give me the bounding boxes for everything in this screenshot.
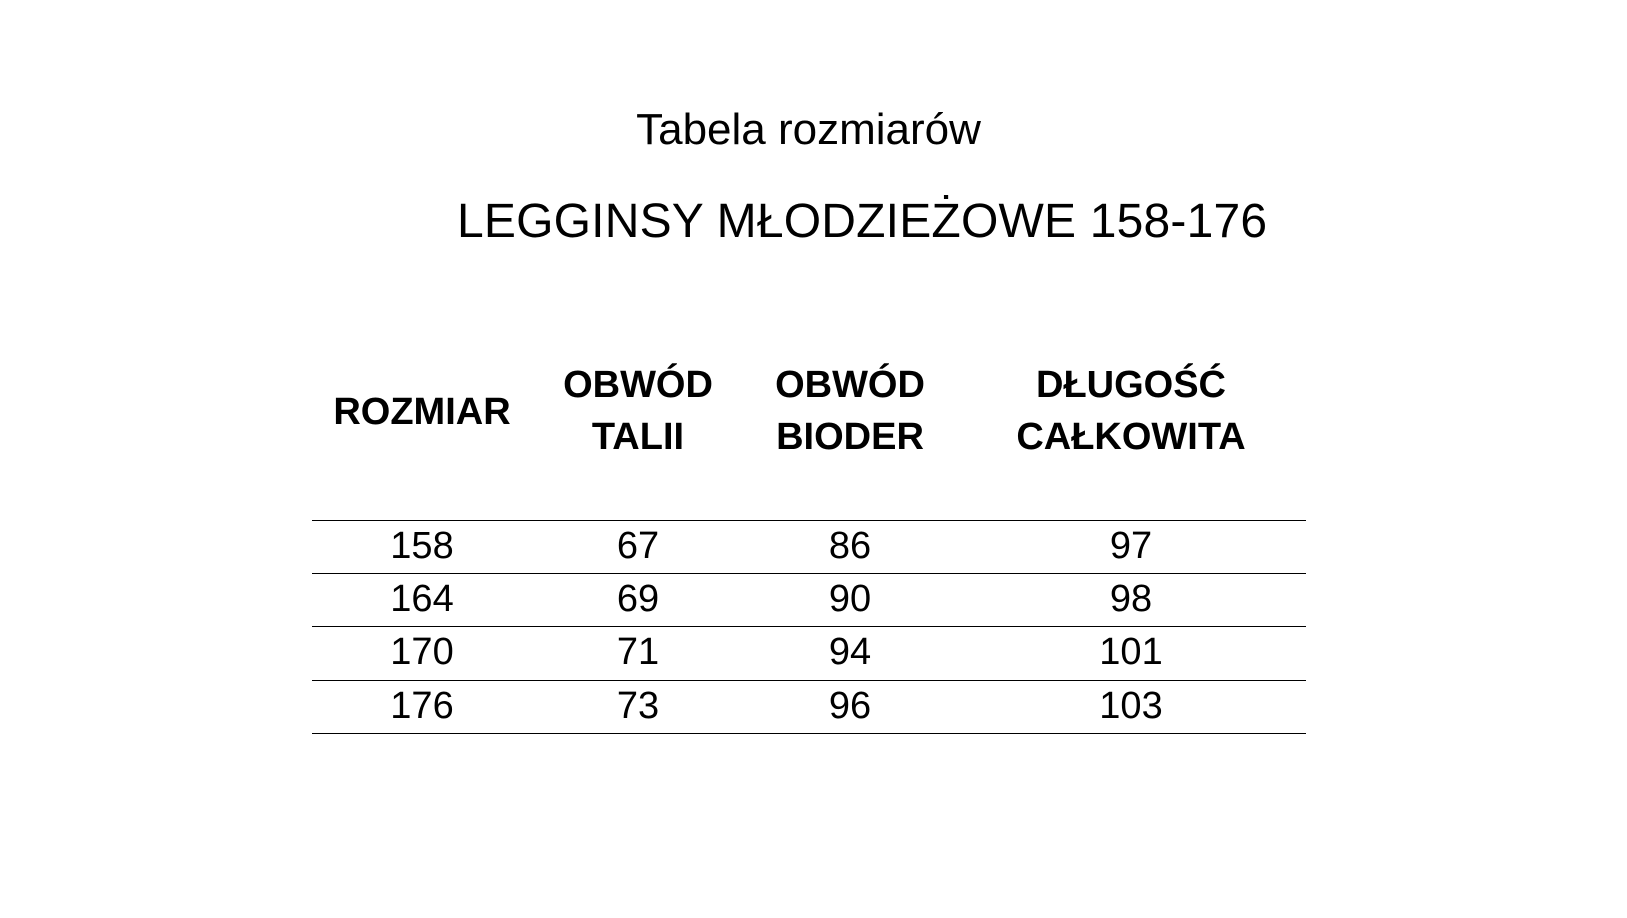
header-length-line-2: CAŁKOWITA — [1016, 416, 1246, 458]
header-waist-line-2: TALII — [591, 416, 685, 458]
table-row — [0, 680, 1627, 732]
cell-waist: 67 — [616, 525, 660, 567]
cell-hips: 90 — [828, 578, 872, 620]
header-length-line-1: DŁUGOŚĆ — [1036, 364, 1226, 406]
cell-length: 97 — [1109, 525, 1153, 567]
cell-hips: 96 — [828, 685, 872, 727]
cell-waist: 71 — [616, 631, 660, 673]
header-hips-line-2: BIODER — [776, 416, 924, 458]
cell-size: 158 — [390, 525, 454, 567]
header-size-line-1: ROZMIAR — [333, 391, 511, 433]
cell-size: 164 — [390, 578, 454, 620]
cell-size: 170 — [390, 631, 454, 673]
header-size — [312, 386, 532, 438]
header-hips — [744, 359, 956, 463]
cell-size: 176 — [390, 685, 454, 727]
cell-waist: 73 — [616, 685, 660, 727]
table-row — [0, 626, 1627, 678]
table-row — [0, 520, 1627, 572]
cell-hips: 94 — [828, 631, 872, 673]
cell-length: 103 — [1099, 685, 1163, 727]
cell-waist: 69 — [616, 578, 660, 620]
header-waist — [532, 359, 744, 463]
table-row — [0, 573, 1627, 625]
header-hips-line-1: OBWÓD — [775, 364, 925, 406]
table-rule — [312, 733, 1306, 734]
page-title-text: Tabela rozmiarów — [636, 105, 981, 154]
header-waist-line-1: OBWÓD — [563, 364, 713, 406]
page-subtitle: LEGGINSY MŁODZIEŻOWE 158-176 — [457, 195, 1268, 248]
page-title — [0, 104, 1627, 156]
cell-length: 101 — [1099, 631, 1163, 673]
cell-length: 98 — [1109, 578, 1153, 620]
header-length — [956, 359, 1306, 463]
cell-hips: 86 — [828, 525, 872, 567]
